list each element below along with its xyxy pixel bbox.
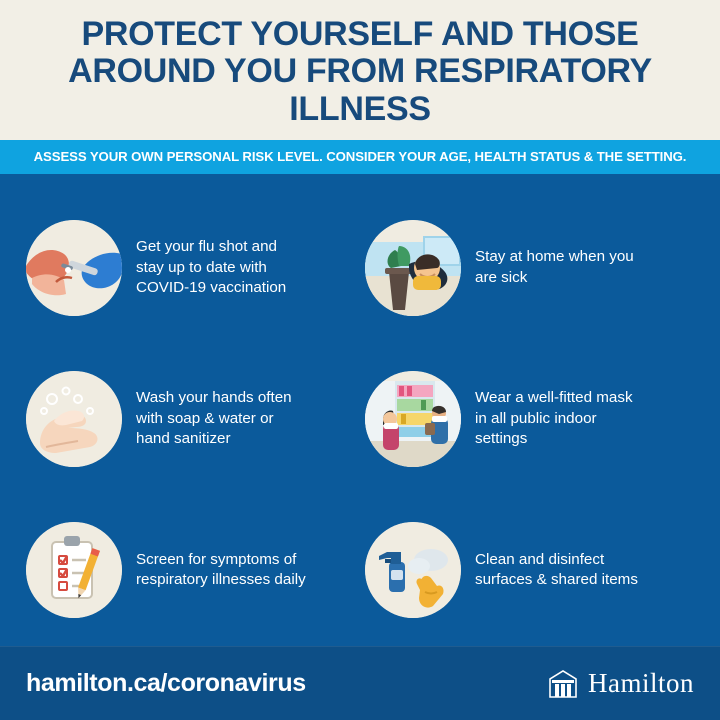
page-title: PROTECT YOURSELF AND THOSE AROUND YOU FROM RESPIRATORY ILLNESS <box>68 15 652 128</box>
subheader-text: ASSESS YOUR OWN PERSONAL RISK LEVEL. CONSIDER YOUR AGE, HEALTH STATUS & THE SETTING. <box>33 149 687 165</box>
tip-item <box>365 343 694 494</box>
tip-label: Wash your hands often with soap & water or hand sanitizer <box>136 389 292 448</box>
stay-home-icon <box>365 220 461 316</box>
handwashing-illustration <box>26 371 122 467</box>
tip-label: Screen for symptoms of respiratory illnesses daily <box>136 550 306 589</box>
tip-label: Wear a well-fitted mask in all public indoor settings <box>475 389 633 448</box>
tip-item <box>26 495 355 646</box>
vaccination-illustration <box>26 220 122 316</box>
tip-label: Get your flu shot and stay up to date with COVID-19 vaccination <box>136 238 287 297</box>
mask-indoors-illustration <box>365 371 461 467</box>
crest-svg <box>546 667 580 701</box>
mask-indoors-icon <box>365 371 461 467</box>
hamilton-logo <box>546 667 694 701</box>
symptom-checklist-icon <box>26 522 122 618</box>
subheader-band <box>0 140 720 174</box>
tip-label: Stay at home when you are sick <box>475 248 634 286</box>
disinfect-illustration <box>365 522 461 618</box>
disinfect-icon <box>365 522 461 618</box>
tip-item <box>26 343 355 494</box>
tip-item <box>26 192 355 343</box>
tips-grid <box>26 192 694 646</box>
tip-label: Clean and disinfect surfaces & shared items <box>475 550 638 589</box>
vaccination-icon <box>26 220 122 316</box>
handwashing-icon <box>26 371 122 467</box>
poster-footer <box>0 646 720 720</box>
crest-icon <box>546 667 580 701</box>
tip-item <box>365 495 694 646</box>
logo-wordmark: Hamilton <box>588 668 694 698</box>
checklist-illustration <box>26 522 122 618</box>
website-url[interactable]: hamilton.ca/coronavirus <box>26 669 306 697</box>
poster-header <box>0 0 720 140</box>
stay-home-illustration <box>365 220 461 316</box>
tips-section <box>0 174 720 646</box>
tip-item <box>365 192 694 343</box>
